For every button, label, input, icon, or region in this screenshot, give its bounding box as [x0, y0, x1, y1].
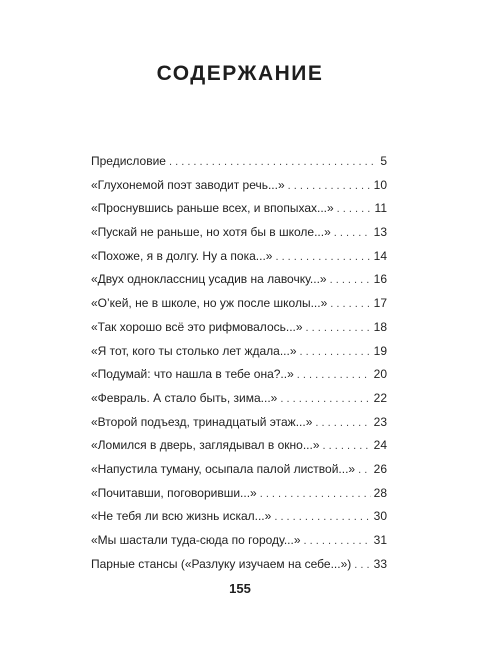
toc-entry-title: «Похоже, я в долгу. Ну а пока...»: [91, 248, 273, 263]
toc-list: [91, 150, 387, 576]
toc-entry-title: «Пускай не раньше, но хотя бы в школе...»: [91, 225, 331, 240]
toc-entry-title: «Почитавши, поговоривши...»: [91, 485, 257, 500]
toc-entry-page: 30: [373, 509, 387, 524]
toc-entry: [91, 221, 387, 245]
toc-entry: [91, 268, 387, 292]
dot-leader: [275, 246, 370, 270]
toc-entry: [91, 340, 387, 364]
toc-entry: [91, 434, 387, 458]
toc-entry-page: 5: [380, 154, 387, 168]
toc-entry: [91, 150, 387, 174]
page-number: 155: [229, 581, 251, 596]
toc-entry-page: 20: [373, 367, 387, 382]
toc-entry-page: 28: [373, 485, 387, 500]
dot-leader: [300, 341, 371, 365]
toc-entry: [91, 482, 387, 506]
toc-entry: [91, 505, 387, 529]
dot-leader: [334, 222, 371, 246]
toc-entry-title: «О’кей, не в школе, но уж после школы...»: [91, 296, 328, 311]
toc-entry-page: 26: [373, 461, 387, 476]
toc-entry-page: 14: [373, 248, 387, 263]
toc-entry-title: «Ломился в дверь, заглядывал в окно...»: [91, 438, 320, 453]
dot-leader: [330, 293, 370, 317]
toc-entry-title: «Так хорошо всё это рифмовалось...»: [91, 319, 303, 334]
dot-leader: [330, 269, 371, 293]
toc-entry: [91, 174, 387, 198]
toc-entry-page: 11: [374, 201, 387, 216]
dot-leader: [354, 554, 370, 578]
toc-entry-page: 10: [373, 177, 387, 192]
toc-entry-title: «Глухонемой поэт заводит речь...»: [91, 177, 285, 192]
dot-leader: [274, 506, 370, 530]
toc-entry-title: Парные стансы («Разлуку изучаем на себе...»): [91, 556, 352, 571]
toc-entry-page: 18: [373, 319, 387, 334]
toc-entry-page: 33: [373, 556, 387, 571]
toc-entry-title: «Я тот, кого ты столько лет ждала...»: [91, 343, 297, 358]
toc-entry: [91, 197, 387, 221]
toc-entry: [91, 553, 387, 577]
toc-entry-title: «Февраль. А стало быть, зима...»: [91, 390, 278, 405]
toc-entry-title: «Подумай: что нашла в тебе она?..»: [91, 367, 294, 382]
dot-leader: [297, 364, 371, 388]
toc-entry: [91, 363, 387, 387]
toc-entry-page: 23: [373, 414, 387, 429]
dot-leader: [280, 388, 370, 412]
toc-entry: [91, 411, 387, 435]
dot-leader: [337, 198, 372, 222]
toc-entry-page: 19: [373, 343, 387, 358]
toc-entry: [91, 529, 387, 553]
toc-entry-title: «Проснувшись раньше всех, и впопыхах...»: [91, 201, 334, 216]
toc-entry-page: 31: [373, 533, 387, 547]
toc-entry: [91, 387, 387, 411]
toc-entry: [91, 316, 387, 340]
toc-entry-page: 16: [373, 272, 387, 287]
toc-entry-title: «Мы шастали туда-сюда по городу...»: [91, 533, 301, 547]
dot-leader: [315, 412, 370, 436]
toc-entry-title: Предисловие: [91, 154, 166, 168]
dot-leader: [260, 483, 371, 507]
toc-entry-page: 13: [373, 225, 387, 240]
toc-entry: [91, 292, 387, 316]
toc-entry: [91, 458, 387, 482]
toc-entry-title: «Напустила туману, осыпала палой листвой...»: [91, 461, 356, 476]
dot-leader: [306, 317, 371, 341]
toc-entry-page: 24: [373, 438, 387, 453]
dot-leader: [304, 530, 371, 554]
toc-entry-page: 17: [373, 296, 387, 311]
dot-leader: [323, 435, 371, 459]
toc-title: СОДЕРЖАНИЕ: [156, 62, 324, 85]
toc-entry-title: «Не тебя ли всю жизнь искал...»: [91, 509, 272, 524]
dot-leader: [169, 151, 377, 175]
dot-leader: [358, 459, 371, 483]
dot-leader: [288, 175, 371, 199]
toc-entry-page: 22: [373, 390, 387, 405]
toc-entry: [91, 245, 387, 269]
toc-entry-title: «Двух одноклассниц усадив на лавочку...»: [91, 272, 327, 287]
toc-entry-title: «Второй подъезд, тринадцатый этаж...»: [91, 414, 313, 429]
